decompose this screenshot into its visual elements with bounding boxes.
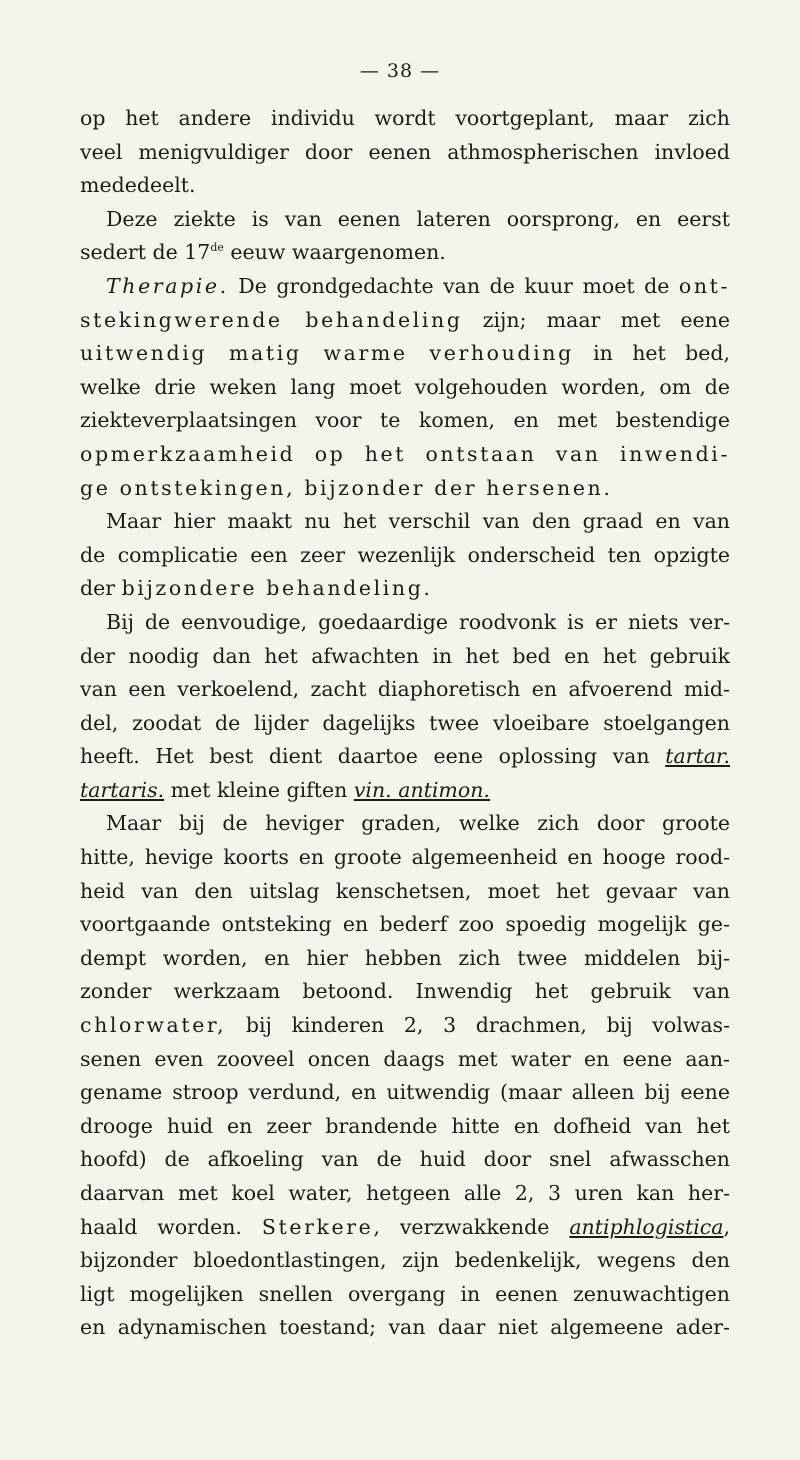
page-number: — 38 — bbox=[359, 60, 441, 82]
text-line: uitwendig matig warme verhouding in het bed, bbox=[80, 341, 730, 366]
text-line: hoofd) de afkoeling van de huid door snel afwasschen bbox=[80, 1147, 730, 1172]
section-heading: Therapie. bbox=[106, 273, 229, 298]
text-line: opmerkzaamheid op het ontstaan van inwendi- bbox=[80, 441, 730, 466]
text-line: dempt worden, en hier hebben zich twee middelen bij- bbox=[80, 945, 730, 970]
text-line: heeft. Het best dient daartoe eene oplossing van tartar. bbox=[80, 744, 730, 769]
text-line: daarvan met koel water, hetgeen alle 2, 3 uren kan her- bbox=[80, 1181, 730, 1205]
text-line: Deze ziekte is van eenen lateren oorsprong, en eerst bbox=[106, 206, 730, 231]
text-line: Maar hier maakt nu het verschil van den graad en van bbox=[106, 509, 730, 534]
section-heading-line: Therapie. De grondgedachte van de kuur moet de ont- bbox=[106, 273, 730, 298]
text-line: chlorwater, bij kinderen 2, 3 drachmen, bij volwas- bbox=[80, 1013, 730, 1038]
text-line: sedert de 17de eeuw waargenomen. bbox=[80, 240, 446, 265]
text-line: bijzonder bloedontlastingen, zijn bedenkelijk, wegens den bbox=[80, 1248, 730, 1273]
text-line: welke drie weken lang moet volgehouden worden, om de bbox=[80, 374, 730, 399]
text-line: del, zoodat de lijder dagelijks twee vloeibare stoelgangen bbox=[80, 710, 730, 735]
text-line: zonder werkzaam betoond. Inwendig het gebruik van bbox=[80, 979, 730, 1004]
text-line: hitte, hevige koorts en groote algemeenheid en hooge rood- bbox=[80, 845, 730, 870]
text-line: tartaris. met kleine giften vin. antimon. bbox=[80, 777, 490, 802]
text-line: ziekteverplaatsingen voor te komen, en met bestendige bbox=[80, 408, 730, 433]
text-line: der bijzondere behandeling. bbox=[80, 576, 433, 601]
text-line: gename stroop verdund, en uitwendig (maar alleen bij eene bbox=[80, 1080, 730, 1105]
text-line: der noodig dan het afwachten in het bed en het gebruik bbox=[80, 643, 730, 668]
text-line: heid van den uitslag kenschetsen, moet het gevaar van bbox=[80, 878, 730, 903]
text-line: senen even zooveel oncen daags met water en eene aan- bbox=[80, 1046, 730, 1071]
text-line: op het andere individu wordt voortgeplant, maar zich bbox=[80, 106, 730, 130]
text-line: Bij de eenvoudige, goedaardige roodvonk is er niets ver- bbox=[106, 609, 730, 634]
text-line: ge ontstekingen, bijzonder der hersenen. bbox=[80, 475, 613, 500]
text-line: en adynamischen toestand; van daar niet algemeene ader- bbox=[80, 1315, 730, 1340]
text-line: veel menigvuldiger door eenen athmospherischen invloed bbox=[80, 139, 730, 164]
text-line: mededeelt. bbox=[80, 173, 196, 198]
text-line: van een verkoelend, zacht diaphoretisch en afvoerend mid- bbox=[80, 677, 730, 702]
text-line: voortgaande ontsteking en bederf zoo spoedig mogelijk ge- bbox=[80, 912, 730, 937]
text-line: haald worden. Sterkere, verzwakkende antiphlogistica, bbox=[80, 1214, 730, 1239]
text-line: Maar bij de heviger graden, welke zich door groote bbox=[106, 811, 730, 836]
text-line: ligt mogelijken snellen overgang in eenen zenuwachtigen bbox=[80, 1281, 730, 1306]
text-line: drooge huid en zeer brandende hitte en dofheid van het bbox=[80, 1113, 730, 1138]
text-line: de complicatie een zeer wezenlijk onderscheid ten opzigte bbox=[80, 542, 730, 567]
text-line: stekingwerende behandeling zijn; maar met eene bbox=[80, 307, 730, 332]
page-body bbox=[80, 102, 730, 1345]
